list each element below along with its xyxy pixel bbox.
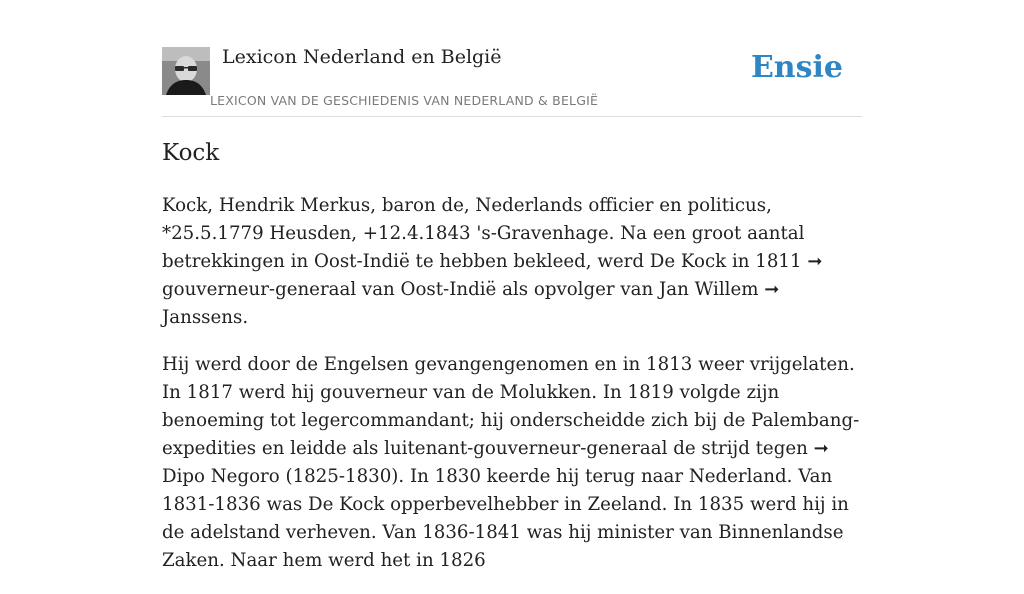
text-segment: (1825-1830). In 1830 keerde hij terug naar Nederland. Van 1831-1836 was De Kock opperbevelhebber in Zeeland. In 1835 werd hij in de adelstand verheven. Van 1836-1841 was hij minister van Binnenlandse Zaken. Naar hem werd het in 1826: [162, 466, 849, 571]
arrow-right-icon: ➞: [807, 251, 823, 272]
reference-link-dipo-negoro[interactable]: Dipo Negoro: [162, 466, 280, 487]
text-segment: .: [242, 307, 249, 328]
arrow-right-icon: ➞: [764, 279, 780, 300]
site-subtitle: LEXICON VAN DE GESCHIEDENIS VAN NEDERLAND & BELGIË: [210, 93, 599, 108]
text-segment: als opvolger van Jan Willem: [496, 279, 765, 300]
arrow-right-icon: ➞: [813, 438, 829, 459]
paragraph-2: [162, 351, 862, 575]
reference-link-gouverneur-generaal[interactable]: gouverneur-generaal van Oost-Indië: [162, 279, 497, 300]
author-avatar[interactable]: [162, 47, 210, 95]
header: [162, 0, 862, 117]
paragraph-1: [162, 192, 862, 332]
entry-content: [162, 192, 862, 594]
portrait-icon: [162, 47, 210, 95]
text-segment: Hij werd door de Engelsen gevangengenomen en in 1813 weer vrijgelaten. In 1817 werd hij gouverneur van de Molukken. In 1819 volgde zijn benoeming tot legercommandant; hij onderscheidde zich bij de Palembang-expedities en leidde als luitenant-gouverneur-generaal de strijd tegen: [162, 354, 860, 459]
entry-title: Kock: [162, 140, 220, 166]
site-title[interactable]: Lexicon Nederland en België: [222, 46, 502, 68]
ensie-logo-link[interactable]: Ensie: [750, 50, 843, 85]
reference-link-janssens[interactable]: Janssens: [162, 307, 243, 328]
text-segment: Kock, Hendrik Merkus, baron de, Nederlands officier en politicus, *25.5.1779 Heusden, +12.4.1843 's-Gravenhage. Na een groot aantal betrekkingen in Oost-Indië te hebben bekleed, werd De Kock in 1811: [162, 195, 808, 272]
page: [162, 0, 862, 571]
